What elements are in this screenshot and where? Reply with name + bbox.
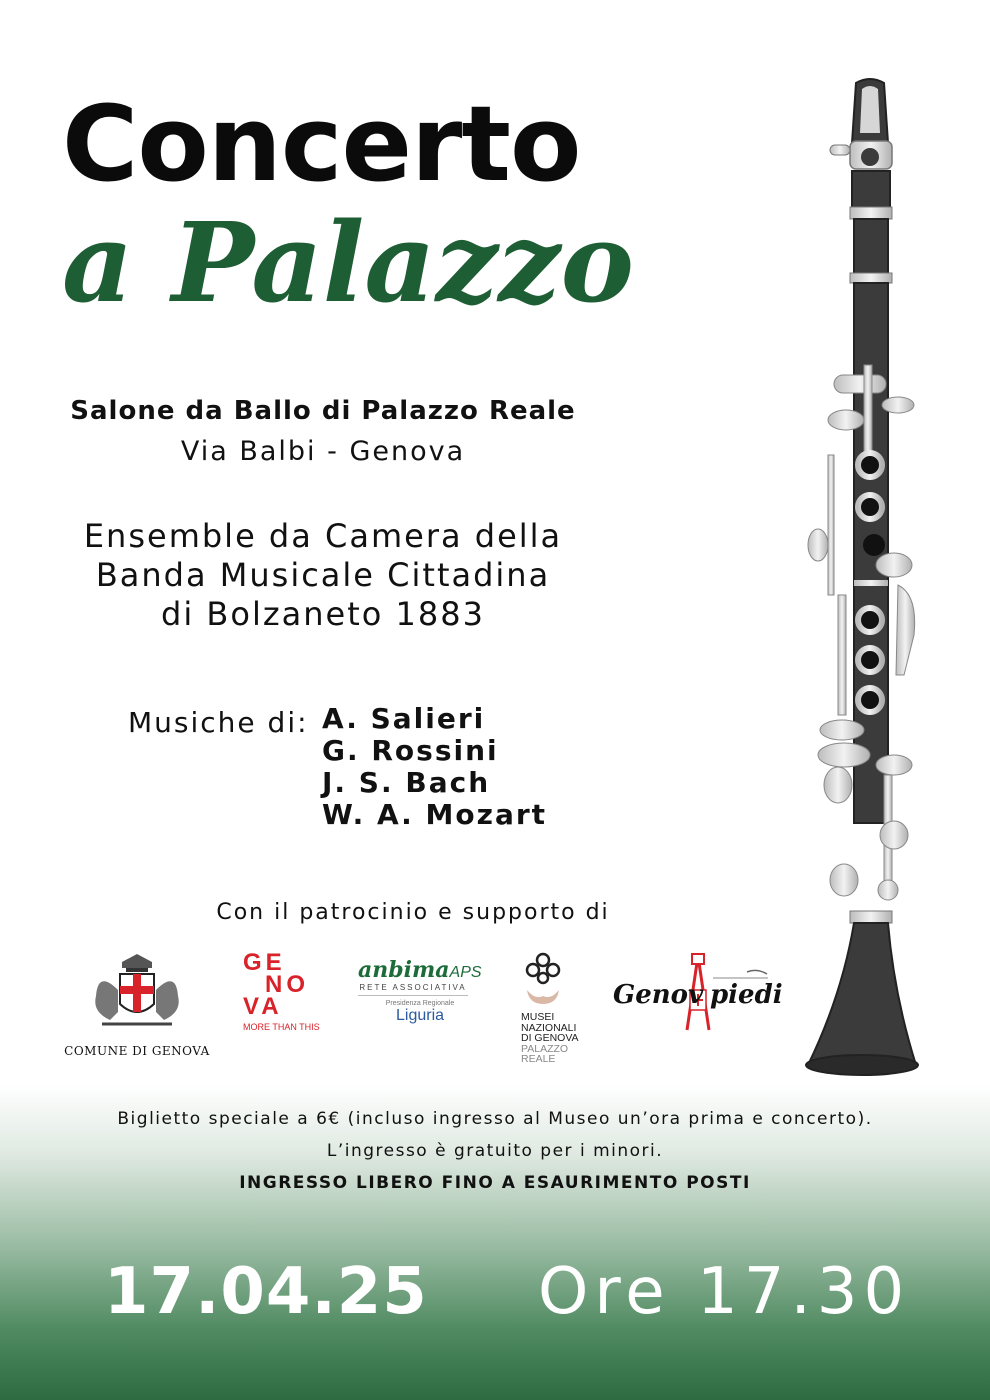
composer-mozart: W. A. Mozart bbox=[322, 798, 548, 831]
musei-text bbox=[521, 1012, 601, 1065]
ticket-line-2: L’ingresso è gratuito per i minori. bbox=[326, 1141, 664, 1161]
logo-comune-di-genova bbox=[62, 950, 212, 1060]
anbima-name: anbima bbox=[358, 957, 450, 983]
genova-letters-3: VA bbox=[243, 993, 283, 1020]
venue-address: Via Balbi - Genova bbox=[180, 436, 466, 467]
genovapiedi-right: piedi bbox=[710, 980, 783, 1010]
composer-list bbox=[322, 703, 547, 831]
genova-letters-2: NO bbox=[265, 971, 309, 998]
ensemble-block bbox=[0, 517, 646, 634]
logo-genova-more-than-this bbox=[243, 949, 338, 1036]
ticket-line-3: INGRESSO LIBERO FINO A ESAURIMENTO POSTI bbox=[239, 1173, 751, 1193]
genova-letters bbox=[243, 949, 338, 1020]
anbima-suffix: APS bbox=[449, 964, 482, 981]
ensemble-line-1: Ensemble da Camera della bbox=[83, 517, 563, 555]
composer-bach: J. S. Bach bbox=[322, 766, 491, 799]
composer-salieri: A. Salieri bbox=[322, 702, 486, 735]
coat-of-arms-icon bbox=[62, 950, 212, 1032]
venue-name: Salone da Ballo di Palazzo Reale bbox=[70, 396, 576, 426]
logo-genovapiedi bbox=[613, 950, 783, 1040]
genova-letters-1: GE bbox=[243, 949, 286, 976]
musei-line-1: MUSEI bbox=[521, 1011, 555, 1023]
event-time: Ore 17.30 bbox=[538, 1255, 911, 1329]
ensemble-line-3: di Bolzaneto 1883 bbox=[161, 595, 485, 633]
composer-rossini: G. Rossini bbox=[322, 734, 499, 767]
musei-sub-1: PALAZZO bbox=[521, 1042, 569, 1055]
title-a-palazzo: a Palazzo bbox=[62, 198, 634, 327]
anbima-region: Liguria bbox=[395, 1007, 445, 1024]
title-concerto: Concerto bbox=[62, 83, 581, 205]
anbima-wordmark bbox=[358, 957, 488, 983]
genova-tagline: MORE THAN THIS bbox=[243, 1022, 320, 1032]
ensemble-line-2: Banda Musicale Cittadina bbox=[95, 556, 551, 594]
ticket-info bbox=[0, 1103, 990, 1199]
anbima-region-label: Presidenza Regionale bbox=[385, 1000, 455, 1007]
comune-caption: COMUNE DI GENOVA bbox=[64, 1044, 210, 1058]
musei-sub-2: REALE bbox=[521, 1053, 556, 1065]
anbima-sub: RETE ASSOCIATIVA bbox=[358, 983, 468, 996]
program-label: Musiche di: bbox=[128, 706, 309, 739]
logo-anbima bbox=[358, 957, 488, 1037]
knot-icon bbox=[521, 952, 565, 1008]
clarinet-icon bbox=[798, 75, 928, 1080]
musei-line-3: DI GENOVA bbox=[521, 1032, 579, 1044]
genovapiedi-left: Genov bbox=[613, 980, 704, 1010]
ticket-line-1: Biglietto speciale a 6€ (incluso ingresso al Museo un’ora prima e concerto). bbox=[117, 1109, 873, 1129]
patronage-text: Con il patrocinio e supporto di bbox=[216, 900, 610, 925]
musei-line-2: NAZIONALI bbox=[521, 1021, 577, 1034]
event-date: 17.04.25 bbox=[104, 1255, 428, 1329]
logo-musei-nazionali bbox=[521, 952, 601, 1077]
